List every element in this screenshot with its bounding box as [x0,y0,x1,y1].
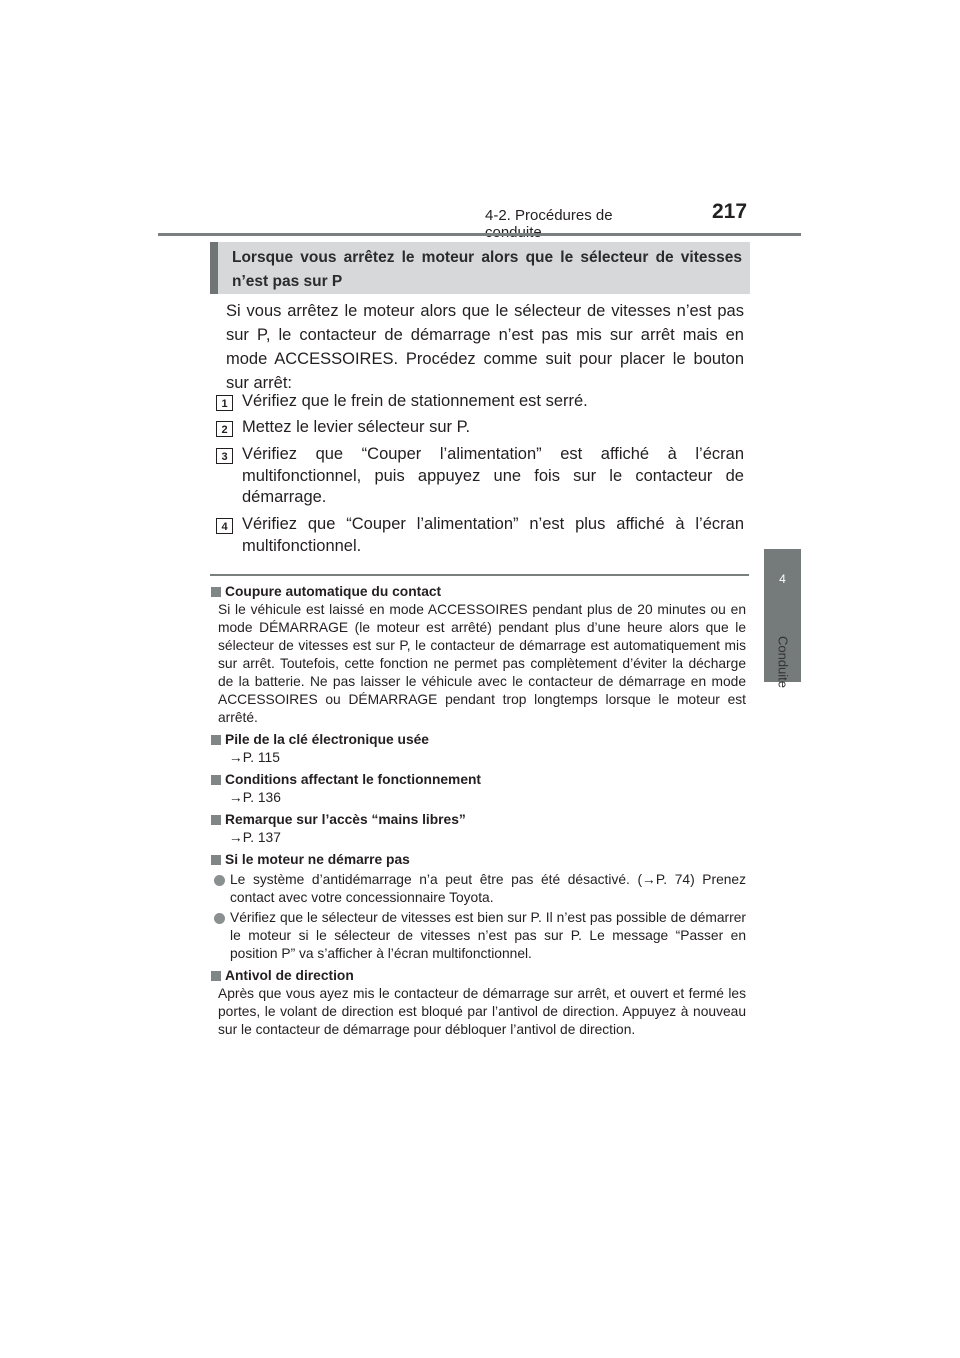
note-bullet-text: Vérifiez que le sélecteur de vitesses est bien sur P. Il n’est pas possible de démarrer le moteur si le sélecteur de vitesses n’est pas sur P. Le message “Passer en position P” va s’afficher à l’écran multifonctionnel. [230,910,746,961]
page-reference: →P. 115 [229,750,280,765]
intro-paragraph: Si vous arrêtez le moteur alors que le sélecteur de vitesses n’est pas sur P, le contacteur de démarrage n’est pas mis sur arrêt mais en mode ACCESSOIRES. Procédez comme suit pour placer le bouton sur arrêt: [226,302,744,392]
square-bullet-icon [211,735,221,745]
step-text: Vérifiez que “Couper l’alimentation” est affiché à l’écran multifonctionnel, puis appuyez une fois sur le contacteur de démarrage. [242,445,744,506]
note-bullet-text: Le système d’antidémarrage n’a peut être pas été désactivé. (→P. 74) Prenez contact avec votre concessionnaire Toyota. [230,872,746,905]
note-heading [211,967,746,985]
square-bullet-icon [211,815,221,825]
square-bullet-icon [211,775,221,785]
section-title: 4-2. Procédures de [485,207,613,224]
chapter-tab-label-text: Conduite [775,635,790,689]
round-bullet-icon [214,913,225,924]
page-reference: →P. 137 [229,830,281,845]
note-heading [211,731,746,749]
note-heading-text: Si le moteur ne démarre pas [225,852,410,867]
notes-divider [210,574,749,576]
round-bullet-icon [214,875,225,886]
note-bullet [211,871,746,907]
step-text: Vérifiez que “Couper l’alimentation” n’est plus affiché à l’écran multifonctionnel. [242,515,744,555]
chapter-tab-label [764,632,801,692]
section-heading: Lorsque vous arrêtez le moteur alors que le sélecteur de vitesses n’est pas sur P [232,249,742,290]
step-number: 2 [216,421,233,437]
note-heading-text: Conditions affectant le fonctionnement [225,772,482,787]
section-heading-box [210,242,750,294]
note-body: Après que vous ayez mis le contacteur de démarrage sur arrêt, et ouvert et fermé les portes, le volant de direction est bloqué par l’antivol de direction. Appuyez à nouveau sur le contacteur de démarrage pour débloquer l’antivol de direction. [218,986,746,1037]
note-heading [211,771,746,789]
step-text: Mettez le levier sélecteur sur P. [242,418,471,436]
square-bullet-icon [211,855,221,865]
note-heading-text: Coupure automatique du contact [225,584,442,599]
page-number: 217 [712,200,748,223]
step-number: 1 [216,395,233,411]
note-heading [211,583,746,601]
note-bullet [211,909,746,963]
step-number: 4 [216,518,233,534]
square-bullet-icon [211,587,221,597]
step-number: 3 [216,448,233,464]
note-heading [211,811,746,829]
note-heading-text: Remarque sur l’accès “mains libres” [225,812,466,827]
note-body: Si le véhicule est laissé en mode ACCESSOIRES pendant plus de 20 minutes ou en mode DÉMARRAGE (le moteur est arrêté) pendant plus d’une heure alors que le sélecteur de vitesses est sur P, le contacteur de démarrage est automatiquement mis sur arrêt. Toutefois, cette fonction ne permet pas complètement d’éviter la décharge de la batterie. Ne pas laisser le véhicule avec le contacteur de démarrage en mode ACCESSOIRES ou DÉMARRAGE pendant trop longtemps lorsque le moteur est arrêté. [218,602,746,725]
note-heading-text: Antivol de direction [225,968,354,983]
step-text: Vérifiez que le frein de stationnement est serré. [242,392,588,410]
page-reference: →P. 136 [229,790,281,805]
chapter-tab-number: 4 [779,572,786,586]
notes-section [211,583,746,1039]
square-bullet-icon [211,971,221,981]
note-heading [211,851,746,869]
note-heading-text: Pile de la clé électronique usée [225,732,429,747]
header-rule [158,233,801,236]
